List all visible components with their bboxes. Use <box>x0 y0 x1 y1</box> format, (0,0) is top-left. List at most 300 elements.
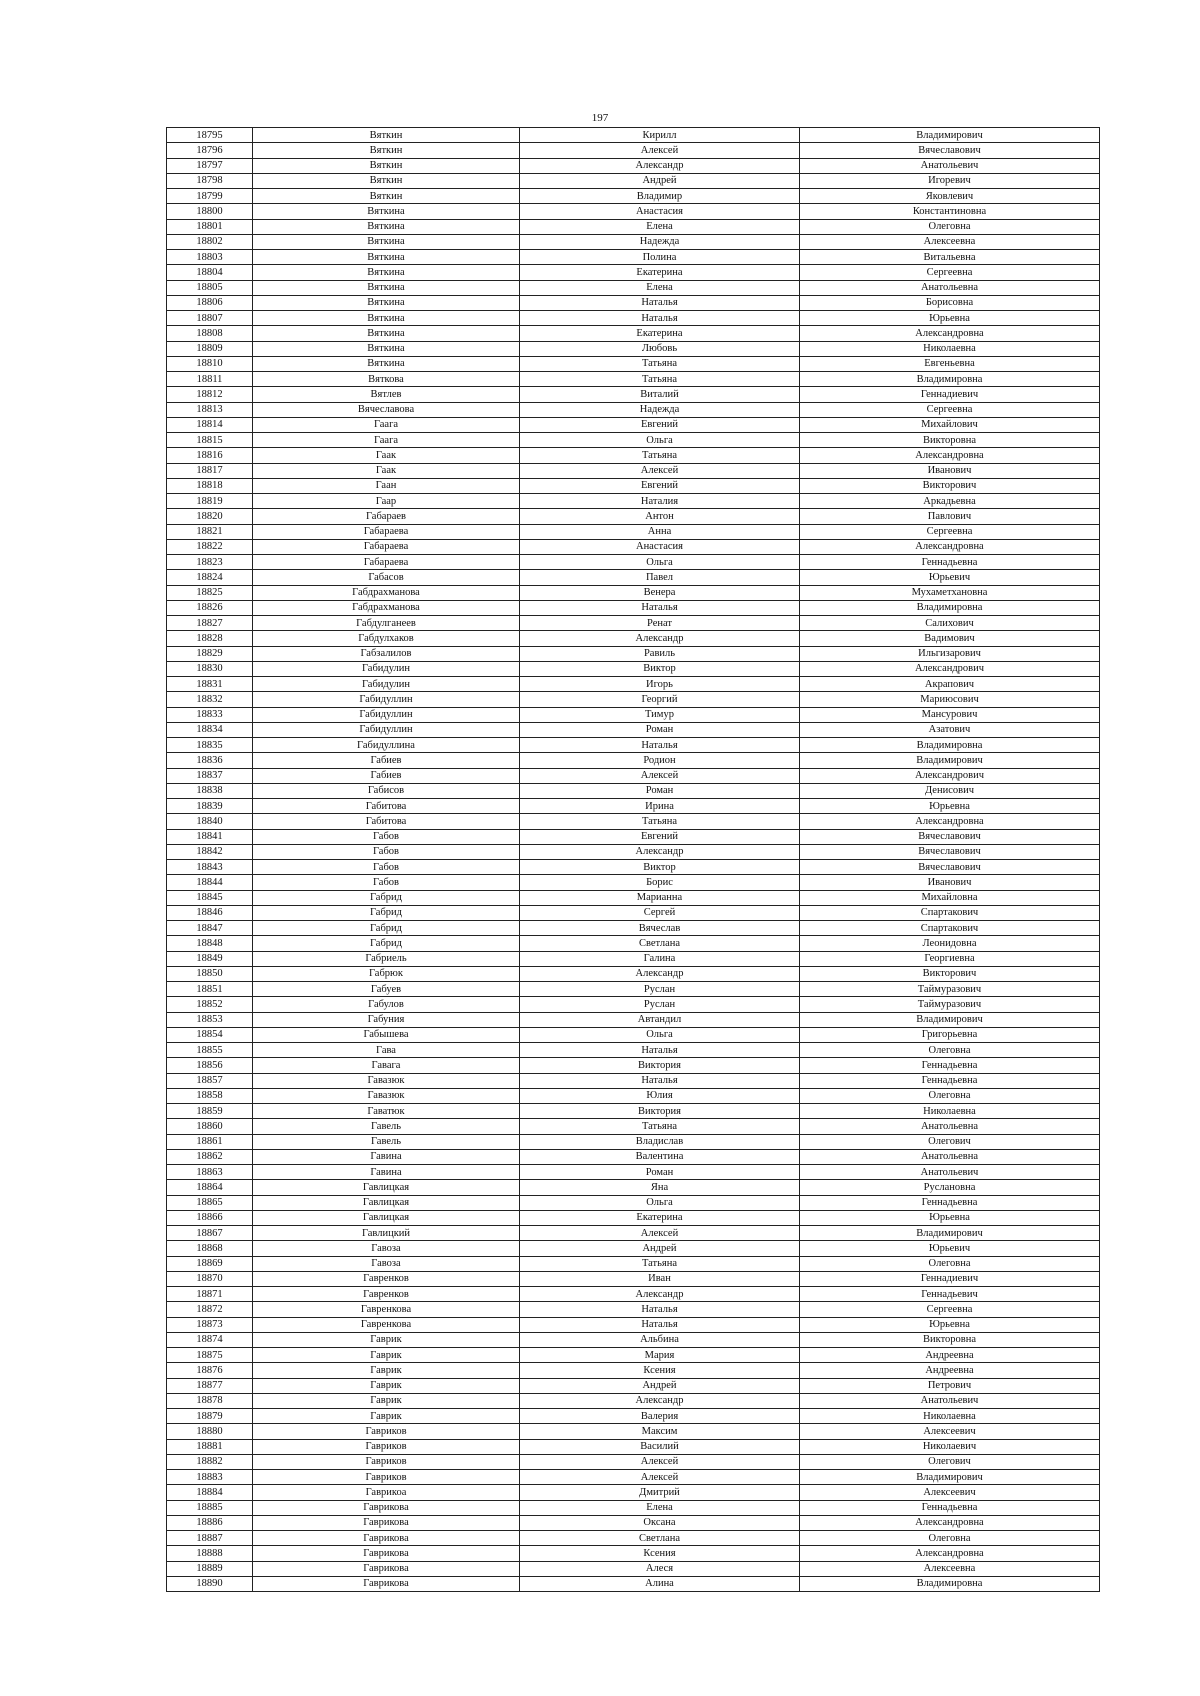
last-name-cell: Габулов <box>253 997 520 1012</box>
last-name-cell: Гаврикова <box>253 1561 520 1576</box>
last-name-cell: Гавоза <box>253 1241 520 1256</box>
table-row <box>167 1332 1100 1347</box>
number-cell: 18804 <box>167 265 253 280</box>
number-cell: 18799 <box>167 189 253 204</box>
number-cell: 18887 <box>167 1531 253 1546</box>
last-name-cell: Вяткин <box>253 158 520 173</box>
last-name-cell: Гавина <box>253 1165 520 1180</box>
last-name-cell: Гаватюк <box>253 1104 520 1119</box>
first-name-cell: Андрей <box>520 173 800 188</box>
number-cell: 18825 <box>167 585 253 600</box>
last-name-cell: Гавага <box>253 1058 520 1073</box>
last-name-cell: Габрид <box>253 936 520 951</box>
first-name-cell: Алексей <box>520 1226 800 1241</box>
table-row <box>167 890 1100 905</box>
first-name-cell: Иван <box>520 1271 800 1286</box>
patronymic-cell: Александровна <box>800 1515 1100 1530</box>
patronymic-cell: Леонидовна <box>800 936 1100 951</box>
table-row <box>167 753 1100 768</box>
number-cell: 18844 <box>167 875 253 890</box>
last-name-cell: Гаар <box>253 494 520 509</box>
last-name-cell: Гавриков <box>253 1470 520 1485</box>
last-name-cell: Вяткина <box>253 219 520 234</box>
last-name-cell: Габидуллина <box>253 738 520 753</box>
patronymic-cell: Мухаметхановна <box>800 585 1100 600</box>
first-name-cell: Евгений <box>520 829 800 844</box>
table-row <box>167 1027 1100 1042</box>
patronymic-cell: Анатольевна <box>800 1119 1100 1134</box>
register-table <box>166 127 1100 1592</box>
first-name-cell: Анастасия <box>520 539 800 554</box>
last-name-cell: Гавренков <box>253 1271 520 1286</box>
table-row <box>167 1302 1100 1317</box>
patronymic-cell: Вячеславович <box>800 829 1100 844</box>
number-cell: 18872 <box>167 1302 253 1317</box>
table-row <box>167 265 1100 280</box>
number-cell: 18864 <box>167 1180 253 1195</box>
table-row <box>167 905 1100 920</box>
table-row <box>167 1012 1100 1027</box>
last-name-cell: Габдулганеев <box>253 616 520 631</box>
last-name-cell: Гавриков <box>253 1439 520 1454</box>
number-cell: 18839 <box>167 799 253 814</box>
first-name-cell: Александр <box>520 631 800 646</box>
patronymic-cell: Павлович <box>800 509 1100 524</box>
last-name-cell: Габов <box>253 844 520 859</box>
first-name-cell: Наталья <box>520 600 800 615</box>
number-cell: 18861 <box>167 1134 253 1149</box>
first-name-cell: Татьяна <box>520 1256 800 1271</box>
table-row <box>167 1104 1100 1119</box>
first-name-cell: Татьяна <box>520 356 800 371</box>
patronymic-cell: Владимирович <box>800 1226 1100 1241</box>
patronymic-cell: Анатольевич <box>800 1393 1100 1408</box>
first-name-cell: Наталья <box>520 1073 800 1088</box>
number-cell: 18868 <box>167 1241 253 1256</box>
number-cell: 18866 <box>167 1210 253 1225</box>
table-row <box>167 417 1100 432</box>
table-row <box>167 555 1100 570</box>
patronymic-cell: Азатович <box>800 722 1100 737</box>
number-cell: 18874 <box>167 1332 253 1347</box>
first-name-cell: Надежда <box>520 234 800 249</box>
number-cell: 18806 <box>167 295 253 310</box>
table-row <box>167 738 1100 753</box>
first-name-cell: Ольга <box>520 433 800 448</box>
number-cell: 18814 <box>167 417 253 432</box>
table-row <box>167 1576 1100 1591</box>
first-name-cell: Сергей <box>520 905 800 920</box>
patronymic-cell: Анатольевна <box>800 1149 1100 1164</box>
first-name-cell: Оксана <box>520 1515 800 1530</box>
table-row <box>167 478 1100 493</box>
number-cell: 18831 <box>167 677 253 692</box>
last-name-cell: Габидуллин <box>253 722 520 737</box>
table-row <box>167 783 1100 798</box>
table-row <box>167 1134 1100 1149</box>
table-row <box>167 1363 1100 1378</box>
table-row <box>167 1409 1100 1424</box>
number-cell: 18795 <box>167 128 253 143</box>
number-cell: 18836 <box>167 753 253 768</box>
number-cell: 18815 <box>167 433 253 448</box>
number-cell: 18850 <box>167 966 253 981</box>
number-cell: 18820 <box>167 509 253 524</box>
last-name-cell: Гаврикова <box>253 1531 520 1546</box>
number-cell: 18817 <box>167 463 253 478</box>
number-cell: 18882 <box>167 1454 253 1469</box>
first-name-cell: Игорь <box>520 677 800 692</box>
first-name-cell: Андрей <box>520 1378 800 1393</box>
first-name-cell: Виктория <box>520 1058 800 1073</box>
number-cell: 18860 <box>167 1119 253 1134</box>
patronymic-cell: Викторович <box>800 478 1100 493</box>
number-cell: 18807 <box>167 311 253 326</box>
number-cell: 18833 <box>167 707 253 722</box>
first-name-cell: Светлана <box>520 1531 800 1546</box>
patronymic-cell: Борисовна <box>800 295 1100 310</box>
first-name-cell: Галина <box>520 951 800 966</box>
patronymic-cell: Александровна <box>800 539 1100 554</box>
patronymic-cell: Олеговна <box>800 1043 1100 1058</box>
number-cell: 18846 <box>167 905 253 920</box>
number-cell: 18828 <box>167 631 253 646</box>
number-cell: 18827 <box>167 616 253 631</box>
first-name-cell: Алексей <box>520 143 800 158</box>
last-name-cell: Габрюк <box>253 966 520 981</box>
patronymic-cell: Юрьевна <box>800 1317 1100 1332</box>
last-name-cell: Гаврикова <box>253 1546 520 1561</box>
first-name-cell: Екатерина <box>520 265 800 280</box>
number-cell: 18816 <box>167 448 253 463</box>
last-name-cell: Вяткина <box>253 295 520 310</box>
table-row <box>167 1241 1100 1256</box>
register-table-body <box>167 128 1100 1592</box>
table-row <box>167 295 1100 310</box>
last-name-cell: Габов <box>253 860 520 875</box>
patronymic-cell: Юрьевна <box>800 799 1100 814</box>
first-name-cell: Алексей <box>520 1454 800 1469</box>
table-row <box>167 692 1100 707</box>
table-row <box>167 509 1100 524</box>
patronymic-cell: Руслановна <box>800 1180 1100 1195</box>
patronymic-cell: Акрапович <box>800 677 1100 692</box>
table-row <box>167 448 1100 463</box>
first-name-cell: Александр <box>520 158 800 173</box>
last-name-cell: Габидуллин <box>253 707 520 722</box>
first-name-cell: Наталья <box>520 1317 800 1332</box>
patronymic-cell: Геннадьевна <box>800 1500 1100 1515</box>
patronymic-cell: Иванович <box>800 463 1100 478</box>
first-name-cell: Ксения <box>520 1363 800 1378</box>
first-name-cell: Альбина <box>520 1332 800 1347</box>
patronymic-cell: Михайлович <box>800 417 1100 432</box>
last-name-cell: Габараев <box>253 509 520 524</box>
last-name-cell: Гаврик <box>253 1393 520 1408</box>
table-row <box>167 189 1100 204</box>
number-cell: 18849 <box>167 951 253 966</box>
number-cell: 18800 <box>167 204 253 219</box>
patronymic-cell: Николаевич <box>800 1439 1100 1454</box>
last-name-cell: Гаврикова <box>253 1515 520 1530</box>
table-row <box>167 1180 1100 1195</box>
patronymic-cell: Алексеевна <box>800 1561 1100 1576</box>
table-row <box>167 860 1100 875</box>
number-cell: 18811 <box>167 372 253 387</box>
last-name-cell: Вячеславова <box>253 402 520 417</box>
patronymic-cell: Вячеславович <box>800 860 1100 875</box>
first-name-cell: Алексей <box>520 463 800 478</box>
first-name-cell: Валерия <box>520 1409 800 1424</box>
last-name-cell: Гаак <box>253 448 520 463</box>
first-name-cell: Наталья <box>520 1302 800 1317</box>
first-name-cell: Максим <box>520 1424 800 1439</box>
patronymic-cell: Геннадиевич <box>800 387 1100 402</box>
first-name-cell: Роман <box>520 1165 800 1180</box>
patronymic-cell: Андреевна <box>800 1363 1100 1378</box>
last-name-cell: Габышева <box>253 1027 520 1042</box>
table-row <box>167 234 1100 249</box>
last-name-cell: Вятлев <box>253 387 520 402</box>
table-row <box>167 951 1100 966</box>
last-name-cell: Габидуллин <box>253 692 520 707</box>
number-cell: 18812 <box>167 387 253 402</box>
patronymic-cell: Викторовна <box>800 433 1100 448</box>
patronymic-cell: Геннадьевна <box>800 1058 1100 1073</box>
table-row <box>167 1470 1100 1485</box>
first-name-cell: Кирилл <box>520 128 800 143</box>
table-row <box>167 875 1100 890</box>
first-name-cell: Виктор <box>520 661 800 676</box>
first-name-cell: Екатерина <box>520 1210 800 1225</box>
last-name-cell: Гавазюк <box>253 1088 520 1103</box>
patronymic-cell: Викторовна <box>800 1332 1100 1347</box>
number-cell: 18798 <box>167 173 253 188</box>
number-cell: 18858 <box>167 1088 253 1103</box>
table-row <box>167 936 1100 951</box>
number-cell: 18840 <box>167 814 253 829</box>
patronymic-cell: Сергеевна <box>800 524 1100 539</box>
number-cell: 18823 <box>167 555 253 570</box>
patronymic-cell: Владимирович <box>800 1012 1100 1027</box>
patronymic-cell: Николаевна <box>800 1409 1100 1424</box>
patronymic-cell: Витальевна <box>800 250 1100 265</box>
last-name-cell: Гаага <box>253 433 520 448</box>
number-cell: 18890 <box>167 1576 253 1591</box>
last-name-cell: Вяткина <box>253 250 520 265</box>
first-name-cell: Ирина <box>520 799 800 814</box>
first-name-cell: Тимур <box>520 707 800 722</box>
first-name-cell: Дмитрий <box>520 1485 800 1500</box>
table-row <box>167 1210 1100 1225</box>
first-name-cell: Екатерина <box>520 326 800 341</box>
number-cell: 18809 <box>167 341 253 356</box>
last-name-cell: Гаврик <box>253 1348 520 1363</box>
table-row <box>167 1439 1100 1454</box>
number-cell: 18881 <box>167 1439 253 1454</box>
last-name-cell: Гаак <box>253 463 520 478</box>
patronymic-cell: Геннадьевна <box>800 1073 1100 1088</box>
number-cell: 18797 <box>167 158 253 173</box>
number-cell: 18888 <box>167 1546 253 1561</box>
patronymic-cell: Яковлевич <box>800 189 1100 204</box>
last-name-cell: Гавлицкая <box>253 1210 520 1225</box>
last-name-cell: Габиев <box>253 768 520 783</box>
number-cell: 18879 <box>167 1409 253 1424</box>
table-row <box>167 1500 1100 1515</box>
table-row <box>167 1058 1100 1073</box>
first-name-cell: Виктор <box>520 860 800 875</box>
first-name-cell: Наталья <box>520 1043 800 1058</box>
patronymic-cell: Николаевна <box>800 1104 1100 1119</box>
number-cell: 18877 <box>167 1378 253 1393</box>
number-cell: 18830 <box>167 661 253 676</box>
first-name-cell: Александр <box>520 1393 800 1408</box>
last-name-cell: Габараева <box>253 555 520 570</box>
patronymic-cell: Викторович <box>800 966 1100 981</box>
patronymic-cell: Спартакович <box>800 905 1100 920</box>
number-cell: 18847 <box>167 921 253 936</box>
first-name-cell: Ренат <box>520 616 800 631</box>
number-cell: 18852 <box>167 997 253 1012</box>
table-row <box>167 143 1100 158</box>
patronymic-cell: Геннадьевна <box>800 555 1100 570</box>
first-name-cell: Алексей <box>520 1470 800 1485</box>
table-row <box>167 844 1100 859</box>
last-name-cell: Габриель <box>253 951 520 966</box>
first-name-cell: Владимир <box>520 189 800 204</box>
last-name-cell: Гаан <box>253 478 520 493</box>
last-name-cell: Гаврикоа <box>253 1485 520 1500</box>
last-name-cell: Гавель <box>253 1134 520 1149</box>
first-name-cell: Татьяна <box>520 814 800 829</box>
table-row <box>167 280 1100 295</box>
last-name-cell: Гаага <box>253 417 520 432</box>
number-cell: 18869 <box>167 1256 253 1271</box>
last-name-cell: Вяткова <box>253 372 520 387</box>
table-row <box>167 1515 1100 1530</box>
patronymic-cell: Юрьевич <box>800 1241 1100 1256</box>
patronymic-cell: Константиновна <box>800 204 1100 219</box>
table-row <box>167 1073 1100 1088</box>
patronymic-cell: Михайловна <box>800 890 1100 905</box>
last-name-cell: Габдулхаков <box>253 631 520 646</box>
first-name-cell: Руслан <box>520 997 800 1012</box>
number-cell: 18838 <box>167 783 253 798</box>
table-row <box>167 1256 1100 1271</box>
last-name-cell: Гавоза <box>253 1256 520 1271</box>
patronymic-cell: Салихович <box>800 616 1100 631</box>
last-name-cell: Габараева <box>253 539 520 554</box>
patronymic-cell: Евгеньевна <box>800 356 1100 371</box>
last-name-cell: Гава <box>253 1043 520 1058</box>
last-name-cell: Вяткина <box>253 204 520 219</box>
table-row <box>167 219 1100 234</box>
last-name-cell: Габитова <box>253 814 520 829</box>
number-cell: 18796 <box>167 143 253 158</box>
first-name-cell: Татьяна <box>520 372 800 387</box>
table-row <box>167 1271 1100 1286</box>
number-cell: 18862 <box>167 1149 253 1164</box>
table-row <box>167 722 1100 737</box>
last-name-cell: Габуния <box>253 1012 520 1027</box>
patronymic-cell: Анатольевич <box>800 1165 1100 1180</box>
first-name-cell: Полина <box>520 250 800 265</box>
last-name-cell: Вяткина <box>253 265 520 280</box>
first-name-cell: Юлия <box>520 1088 800 1103</box>
first-name-cell: Вячеслав <box>520 921 800 936</box>
table-row <box>167 585 1100 600</box>
table-row <box>167 1317 1100 1332</box>
table-row <box>167 1348 1100 1363</box>
first-name-cell: Наталья <box>520 738 800 753</box>
table-row <box>167 1149 1100 1164</box>
patronymic-cell: Аркадьевна <box>800 494 1100 509</box>
first-name-cell: Андрей <box>520 1241 800 1256</box>
number-cell: 18880 <box>167 1424 253 1439</box>
table-row <box>167 402 1100 417</box>
table-row <box>167 1546 1100 1561</box>
first-name-cell: Алексей <box>520 768 800 783</box>
first-name-cell: Наталия <box>520 494 800 509</box>
last-name-cell: Гаврикова <box>253 1576 520 1591</box>
patronymic-cell: Георгиевна <box>800 951 1100 966</box>
number-cell: 18865 <box>167 1195 253 1210</box>
first-name-cell: Автандил <box>520 1012 800 1027</box>
last-name-cell: Габараева <box>253 524 520 539</box>
first-name-cell: Елена <box>520 1500 800 1515</box>
last-name-cell: Вяткин <box>253 128 520 143</box>
number-cell: 18841 <box>167 829 253 844</box>
patronymic-cell: Андреевна <box>800 1348 1100 1363</box>
patronymic-cell: Александровна <box>800 326 1100 341</box>
first-name-cell: Наталья <box>520 311 800 326</box>
number-cell: 18822 <box>167 539 253 554</box>
table-row <box>167 524 1100 539</box>
patronymic-cell: Александрович <box>800 768 1100 783</box>
table-row <box>167 631 1100 646</box>
patronymic-cell: Игоревич <box>800 173 1100 188</box>
first-name-cell: Виктория <box>520 1104 800 1119</box>
table-row <box>167 356 1100 371</box>
number-cell: 18885 <box>167 1500 253 1515</box>
number-cell: 18867 <box>167 1226 253 1241</box>
number-cell: 18871 <box>167 1287 253 1302</box>
first-name-cell: Александр <box>520 844 800 859</box>
patronymic-cell: Владимировна <box>800 1576 1100 1591</box>
number-cell: 18834 <box>167 722 253 737</box>
table-row <box>167 1393 1100 1408</box>
table-row <box>167 326 1100 341</box>
table-row <box>167 173 1100 188</box>
patronymic-cell: Анатольевич <box>800 158 1100 173</box>
patronymic-cell: Николаевна <box>800 341 1100 356</box>
patronymic-cell: Юрьевич <box>800 570 1100 585</box>
table-row <box>167 570 1100 585</box>
first-name-cell: Алина <box>520 1576 800 1591</box>
last-name-cell: Габидулин <box>253 661 520 676</box>
table-row <box>167 997 1100 1012</box>
number-cell: 18856 <box>167 1058 253 1073</box>
first-name-cell: Анна <box>520 524 800 539</box>
number-cell: 18829 <box>167 646 253 661</box>
last-name-cell: Вяткина <box>253 234 520 249</box>
table-row <box>167 128 1100 143</box>
patronymic-cell: Григорьевна <box>800 1027 1100 1042</box>
patronymic-cell: Олеговна <box>800 1256 1100 1271</box>
table-row <box>167 341 1100 356</box>
table-row <box>167 1424 1100 1439</box>
